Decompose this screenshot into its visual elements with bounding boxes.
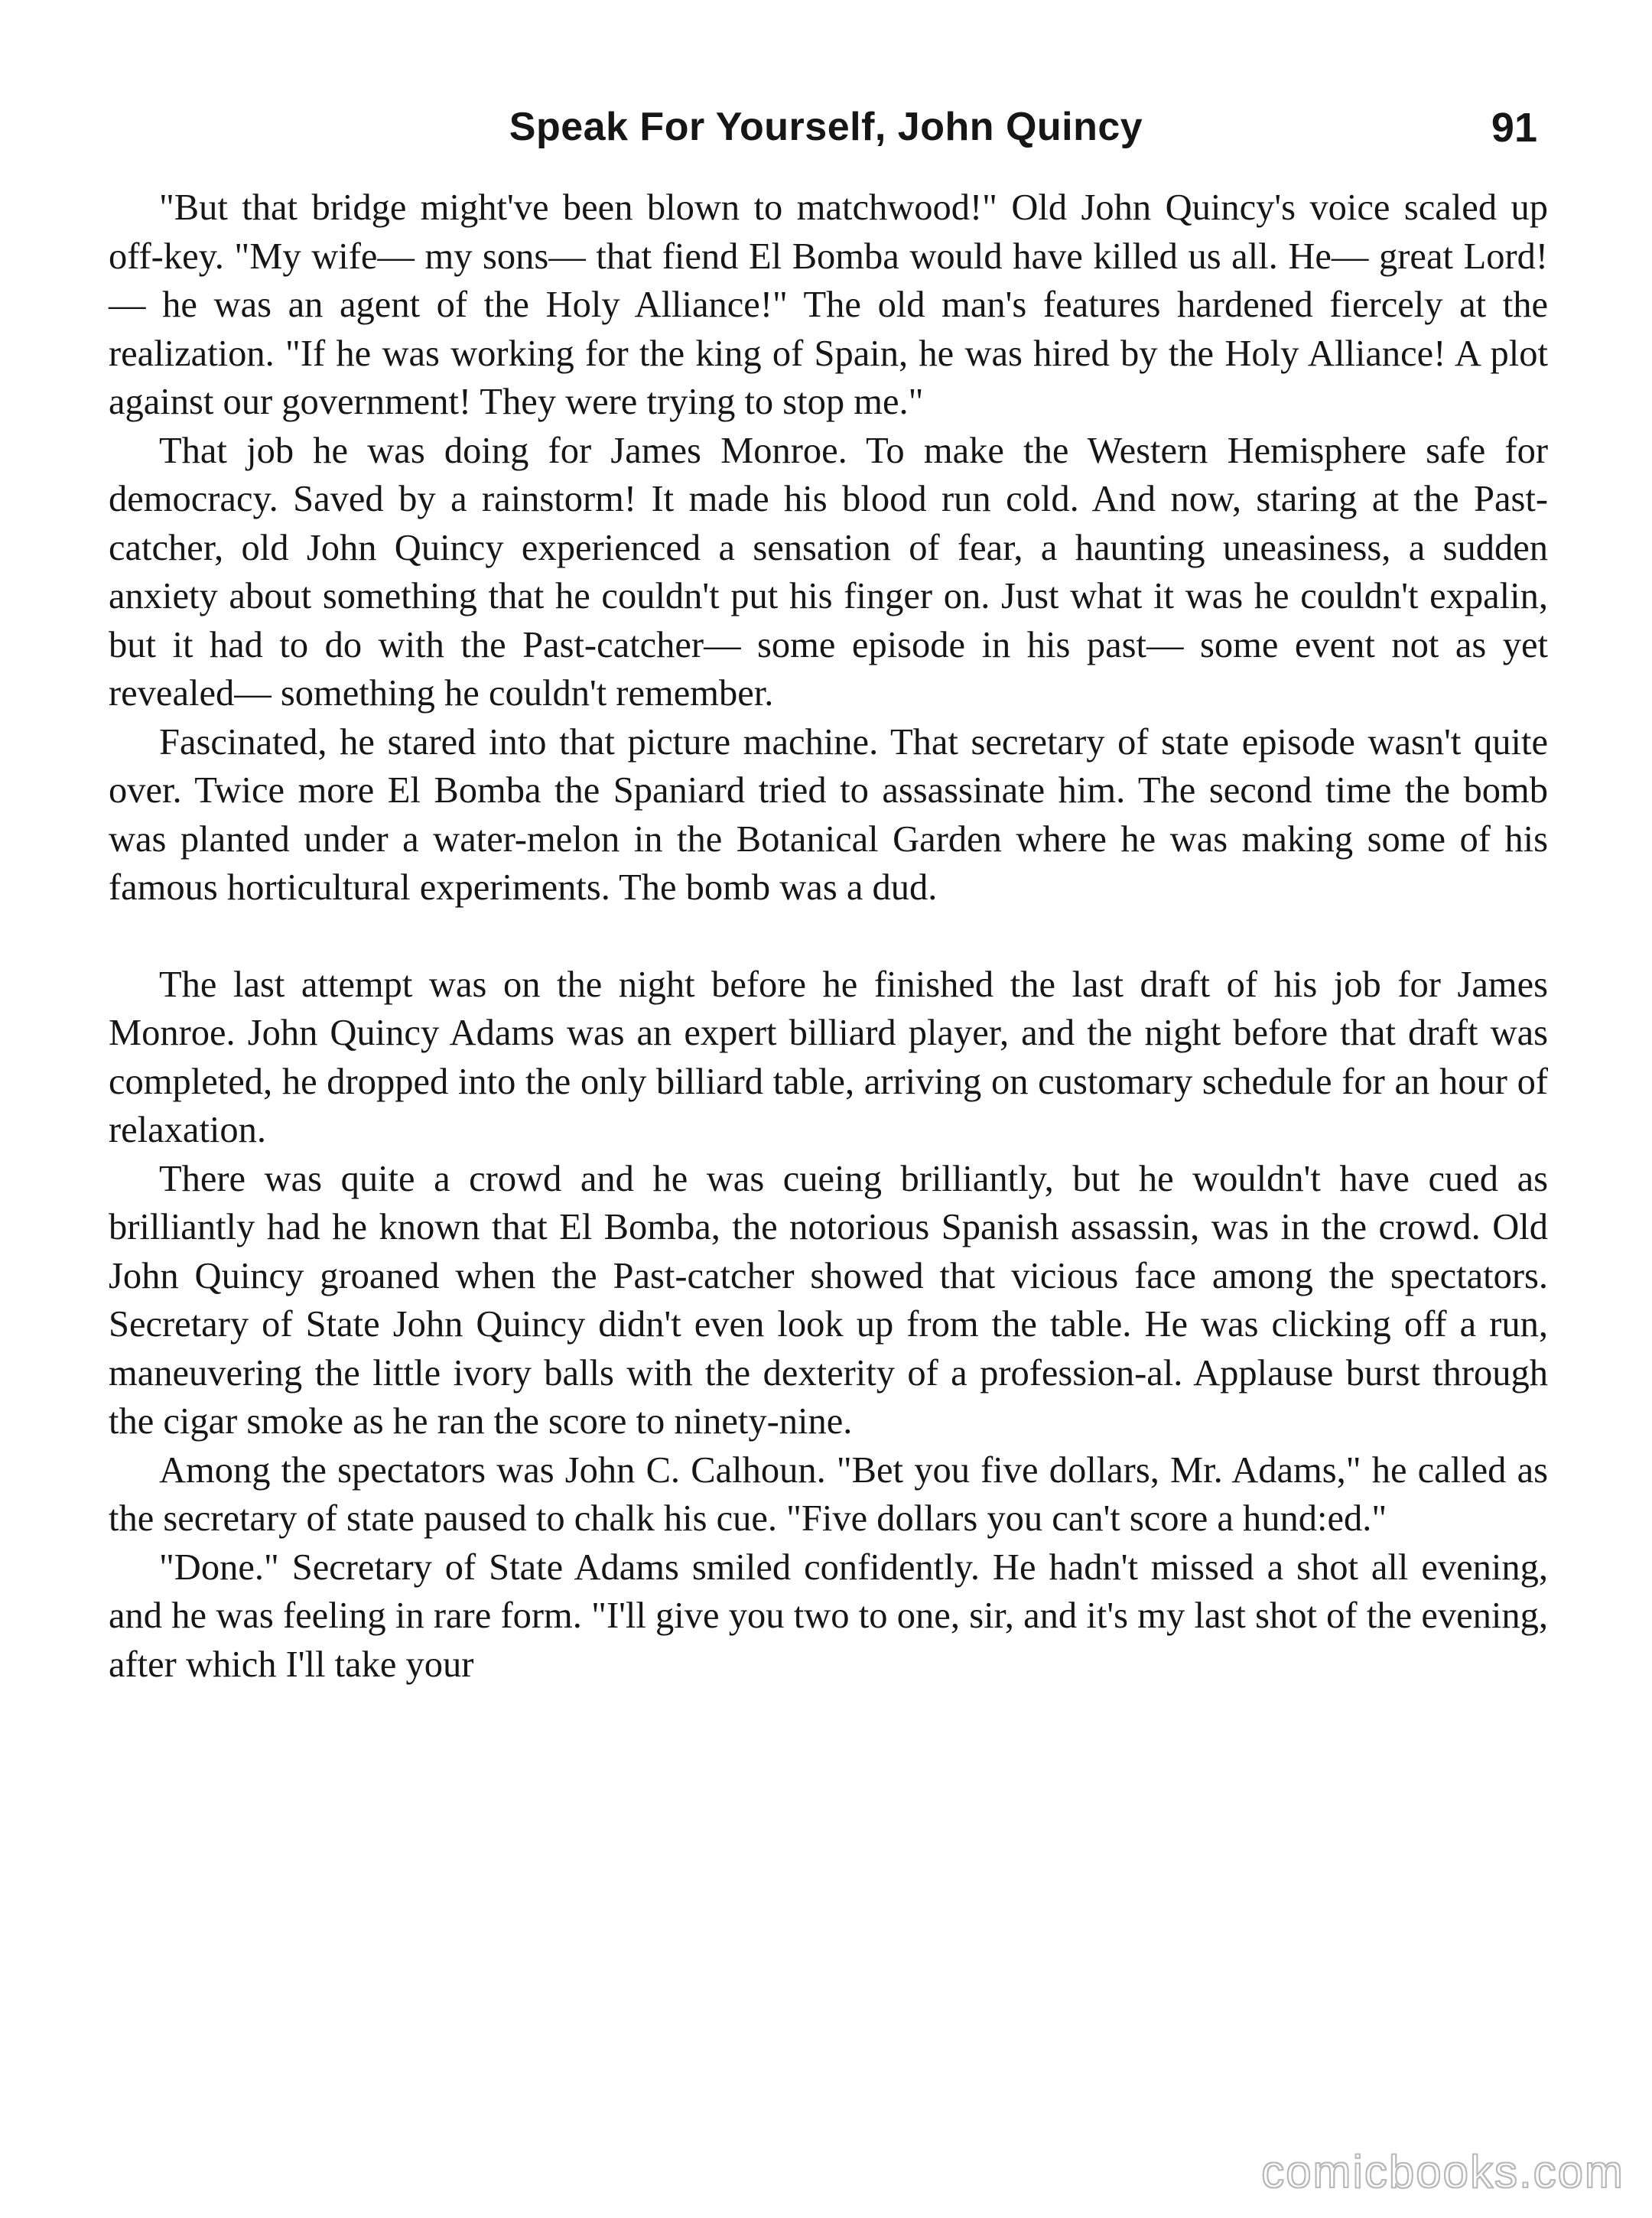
body-text — [109, 184, 1548, 1689]
paragraph: Fascinated, he stared into that picture machine. That secretary of state episode wasn't quite over. Twice more El Bomba the Spaniard tried to assassinate him. The second time the bomb was planted under a water-melon in the Botanical Garden where he was making some of his famous horticultural experiments. The bomb was a dud. — [109, 721, 1548, 908]
paragraph: The last attempt was on the night before he finished the last draft of his job for James Monroe. John Quincy Adams was an expert billiard player, and the night before that draft was completed, he dropped into the only billiard table, arriving on customary schedule for an hour of relaxation. — [109, 964, 1548, 1150]
paragraph: "But that bridge might've been blown to matchwood!" Old John Quincy's voice scaled up off-key. "My wife— my sons— that fiend El Bomba would have killed us all. He— great Lord!— he was an agent of the Holy Alliance!" The old man's features hardened fiercely at the realization. "If he was working for the king of Spain, he was hired by the Holy Alliance! A plot against our government! They were trying to stop me." — [109, 187, 1548, 422]
watermark: comicbooks.com — [1261, 2146, 1624, 2197]
paragraph: There was quite a crowd and he was cueing brilliantly, but he wouldn't have cued as brilliantly had he known that El Bomba, the notorious Spanish assassin, was in the crowd. Old John Quincy groaned when the Past-catcher showed that vicious face among the spectators. Secretary of State John Quincy didn't even look up from the table. He was clicking off a run, maneuvering the little ivory balls with the dexterity of a profession-al. Applause burst through the cigar smoke as he ran the score to ninety-nine. — [109, 1158, 1548, 1442]
paragraph: That job he was doing for James Monroe. To make the Western Hemisphere safe for democracy. Saved by a rainstorm! It made his blood run cold. And now, staring at the Past-catcher, old John Quincy experienced a sensation of fear, a haunting uneasiness, a sudden anxiety about something that he couldn't put his finger on. Just what it was he couldn't expalin, but it had to do with the Past-catcher— some episode in his past— some event not as yet revealed— something he couldn't remember. — [109, 430, 1548, 714]
paragraph: Among the spectators was John C. Calhoun. "Bet you five dollars, Mr. Adams," he called as the secretary of state paused to chalk his cue. "Five dollars you can't score a hund:ed." — [109, 1449, 1548, 1539]
paragraph: "Done." Secretary of State Adams smiled confidently. He hadn't missed a shot all evening, and he was feeling in rare form. "I'll give you two to one, sir, and it's my last shot of the evening, after which I'll take your — [109, 1546, 1548, 1685]
page-header — [115, 104, 1537, 173]
page-number: 91 — [1491, 105, 1537, 151]
running-title: Speak For Yourself, John Quincy — [509, 105, 1143, 149]
